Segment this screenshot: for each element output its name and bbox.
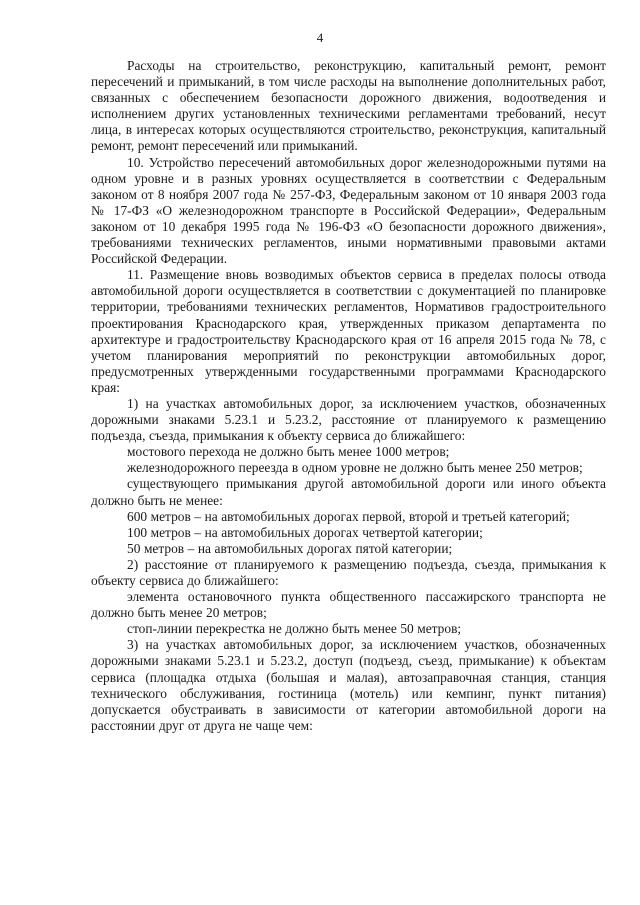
page-number: 4: [316, 30, 324, 45]
paragraph-item-10: 10. Устройство пересечений автомобильных дорог железнодорожными путями на одном уровне и в разных уровнях осуществляется в соответствии с Федеральным законом от 8 ноября 2007 года № 257-ФЗ, Федеральным законом от 10 января 2003 года № 17-ФЗ «О железнодорожном транспорте в Российской Федерации», Федеральным законом от 10 декабря 1995 года № 196-ФЗ «О безопасности дорожного движения», требованиями технических регламентов, иными нормативными правовыми актами Российской Федерации.: [91, 154, 606, 267]
paragraph-subitem-1: 1) на участках автомобильных дорог, за исключением участков, обозначенных дорожными знаками 5.23.1 и 5.23.2, расстояние от планируемого к размещению подъезда, съезда, примыкания к объекту сервиса до ближайшего:: [91, 395, 606, 444]
paragraph-50m: 50 метров – на автомобильных дорогах пятой категории;: [127, 540, 453, 556]
paragraph-expenses: Расходы на строительство, реконструкцию, капитальный ремонт, ремонт пересечений и примыканий, в том числе расходы на выполнение дополнительных работ, связанных с обеспечением безопасности дорожного движения, водоотведения и исполнением других установленных техническими регламентами требований, несут лица, в интересах которых осуществляются строительство, реконструкция, капитальный ремонт, ремонт пересечений или примыканий.: [91, 58, 606, 154]
paragraph-railway-crossing-distance: железнодорожного переезда в одном уровне не должно быть менее 250 метров;: [127, 460, 583, 476]
paragraph-bridge-distance: мостового перехода не должно быть менее 1000 метров;: [127, 444, 450, 460]
paragraph-item-11: 11. Размещение вновь возводимых объектов сервиса в пределах полосы отвода автомобильной дороги осуществляется в соответствии с документацией по планировке территории, требованиями технических регламентов, Нормативов градостроительного проектирования Краснодарского края, утвержденных приказом департамента по архитектуре и градостроительству Краснодарского края от 16 апреля 2015 года № 78, с учетом планирования мероприятий по реконструкции автомобильных дорог, предусмотренных утвержденными государственными программами Краснодарского края:: [91, 267, 606, 395]
paragraph-100m: 100 метров – на автомобильных дорогах четвертой категории;: [127, 524, 483, 540]
paragraph-bus-stop-distance: элемента остановочного пункта общественного пассажирского транспорта не должно быть менее 20 метров;: [91, 589, 606, 621]
paragraph-stop-line-distance: стоп-линии перекрестка не должно быть менее 50 метров;: [127, 621, 462, 637]
document-body: [91, 58, 606, 734]
paragraph-existing-junction: существующего примыкания другой автомобильной дороги или иного объекта должно быть не менее:: [91, 476, 606, 508]
paragraph-600m: 600 метров – на автомобильных дорогах первой, второй и третьей категорий;: [127, 508, 570, 524]
paragraph-subitem-2: 2) расстояние от планируемого к размещению подъезда, съезда, примыкания к объекту сервиса до ближайшего:: [91, 556, 606, 588]
paragraph-subitem-3: 3) на участках автомобильных дорог, за исключением участков, обозначенных дорожными знаками 5.23.1 и 5.23.2, доступ (подъезд, съезд, примыкание) к объектам сервиса (площадка отдыха (большая и малая), автозаправочная станция, станция технического обслуживания, гостиница (мотель) или кемпинг, пункт питания) допускается обустраивать в зависимости от категории автомобильной дороги на расстоянии друг от друга не чаще чем:: [91, 637, 606, 733]
